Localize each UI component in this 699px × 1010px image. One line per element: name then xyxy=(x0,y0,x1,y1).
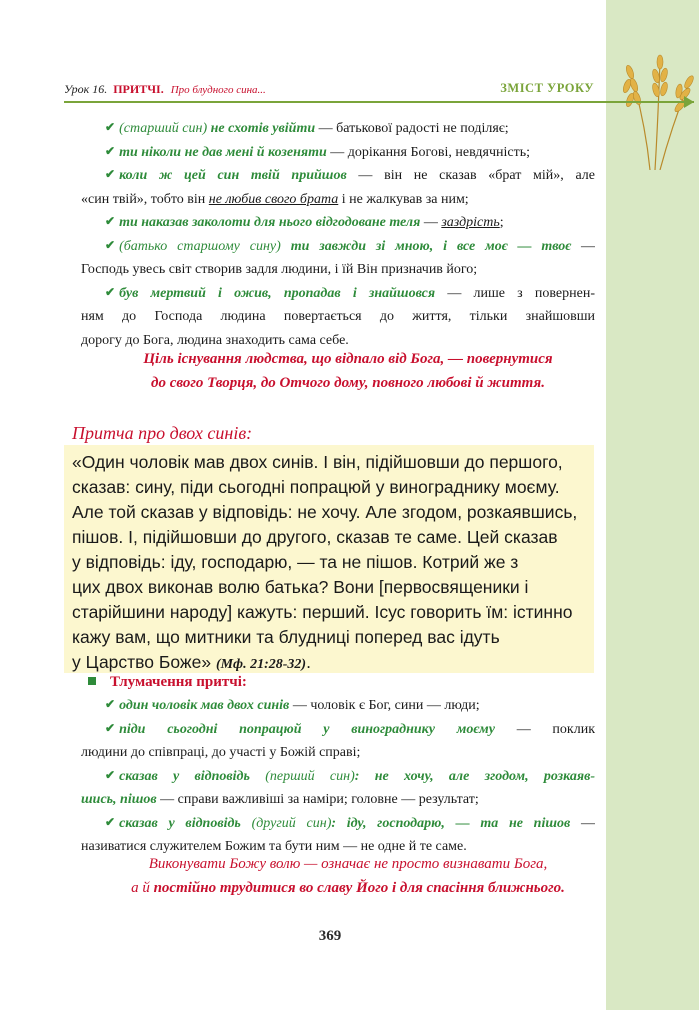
check-icon: ✔ xyxy=(105,697,116,711)
check-icon: ✔ xyxy=(105,143,116,158)
list-item: ✔ коли ж цей син твій прийшов — він не сказав «брат мій», але xyxy=(105,167,595,183)
wheat-icon xyxy=(590,30,699,170)
list-item: ✔ був мертвий і ожив, пропадав і знайшовся — лише з повернен- xyxy=(105,284,595,301)
check-icon: ✔ xyxy=(105,720,116,735)
header-divider xyxy=(64,101,694,103)
check-icon: ✔ xyxy=(105,284,116,299)
section-title: ЗМІСТ УРОКУ xyxy=(500,81,594,95)
check-icon: ✔ xyxy=(105,120,116,134)
list-item: ✔ сказав у відповідь (перший син): не хочу, але згодом, розкаяв- xyxy=(105,767,595,784)
list-item: ✔ ти наказав заколоти для нього відгодоване теля — заздрість; xyxy=(105,214,504,230)
list-item-cont: називатися служителем Божим та бути ним — не одне й те саме. xyxy=(81,839,467,854)
interpretation-heading: Тлумачення притчі: xyxy=(88,674,247,691)
conclusion-2: Виконувати Божу волю — означає не просто визнавати Бога, а й постійно трудитися во славу Його і для спасіння ближнього. xyxy=(131,856,565,896)
conclusion-1: Ціль існування людства, що відпало від Бога, — повернутися до свого Творця, до Отчого дому, повного любові й життя. xyxy=(143,351,553,391)
list-item: ✔ (батько старшому сину) ти завжди зі мною, і все моє — твоє — xyxy=(105,237,595,254)
list-item-cont: Господь увесь світ створив задля людини, і їй Він призначив його; xyxy=(81,262,478,277)
square-bullet-icon xyxy=(88,677,96,685)
check-icon: ✔ xyxy=(105,237,116,252)
lesson-topic: ПРИТЧІ. xyxy=(113,82,164,96)
bible-reference: (Мф. 21:28-32) xyxy=(215,657,307,672)
list-item: ✔ ти ніколи не дав мені й козеняти — дорікання Богові, невдячність; xyxy=(105,143,530,160)
check-icon: ✔ xyxy=(105,767,116,782)
points-list xyxy=(81,117,595,352)
list-item: ✔ сказав у відповідь (другий син): іду, господарю, — та не пішов — xyxy=(105,814,595,831)
lesson-subtitle: Про блудного сина... xyxy=(170,84,266,96)
list-item-cont: шись, пішов — справи важливіші за наміри; головне — результат; xyxy=(81,792,479,807)
page-number: 369 xyxy=(318,928,342,944)
check-icon: ✔ xyxy=(105,214,116,228)
parable-title: Притча про двох синів: xyxy=(72,423,253,443)
list-item-cont: дорогу до Бога, людина знаходить сама себе. xyxy=(81,332,349,348)
list-item-cont: ням до Господа людина повертається до життя, тільки знайшовши xyxy=(81,309,595,324)
list-item-cont: «син твій», тобто він не любив свого брата і не жалкував за ним; xyxy=(81,191,469,207)
page-header xyxy=(64,80,598,102)
check-icon: ✔ xyxy=(105,814,116,829)
lesson-number: Урок 16. xyxy=(64,82,108,96)
list-item-cont: людини до співпраці, до участі у Божій справі; xyxy=(81,745,361,760)
header-arrow-icon xyxy=(684,96,694,108)
check-icon: ✔ xyxy=(105,167,116,181)
list-item: ✔ один чоловік мав двох синів — чоловік є Бог, сини — люди; xyxy=(105,697,480,713)
list-item: ✔ (старший син) не схотів увійти — батькової радості не поділяє; xyxy=(105,120,509,136)
interpretation-list xyxy=(81,694,595,859)
parable-text: «Один чоловік мав двох синів. І він, підійшовши до першого, сказав: сину, піди сьогодні попрацюй у винограднику моєму. Але той сказав у відповідь: не хочу. Але згодом, розкаявшись, пішов. І, підійшовши до другого, сказав те саме. Цей сказав у відповідь: іду, господарю, — та не пішов. Котрий же з цих двох виконав волю батька? Вони [первосвященики і старійшини народу] кажуть: перший. Ісус говорить їм: істинно кажу вам, що митники та блудниці поперед вас ідуть у Царство Боже» (Мф. 21:28-32). xyxy=(72,452,578,672)
list-item: ✔ піди сьогодні попрацюй у винограднику моєму — поклик xyxy=(105,720,595,737)
